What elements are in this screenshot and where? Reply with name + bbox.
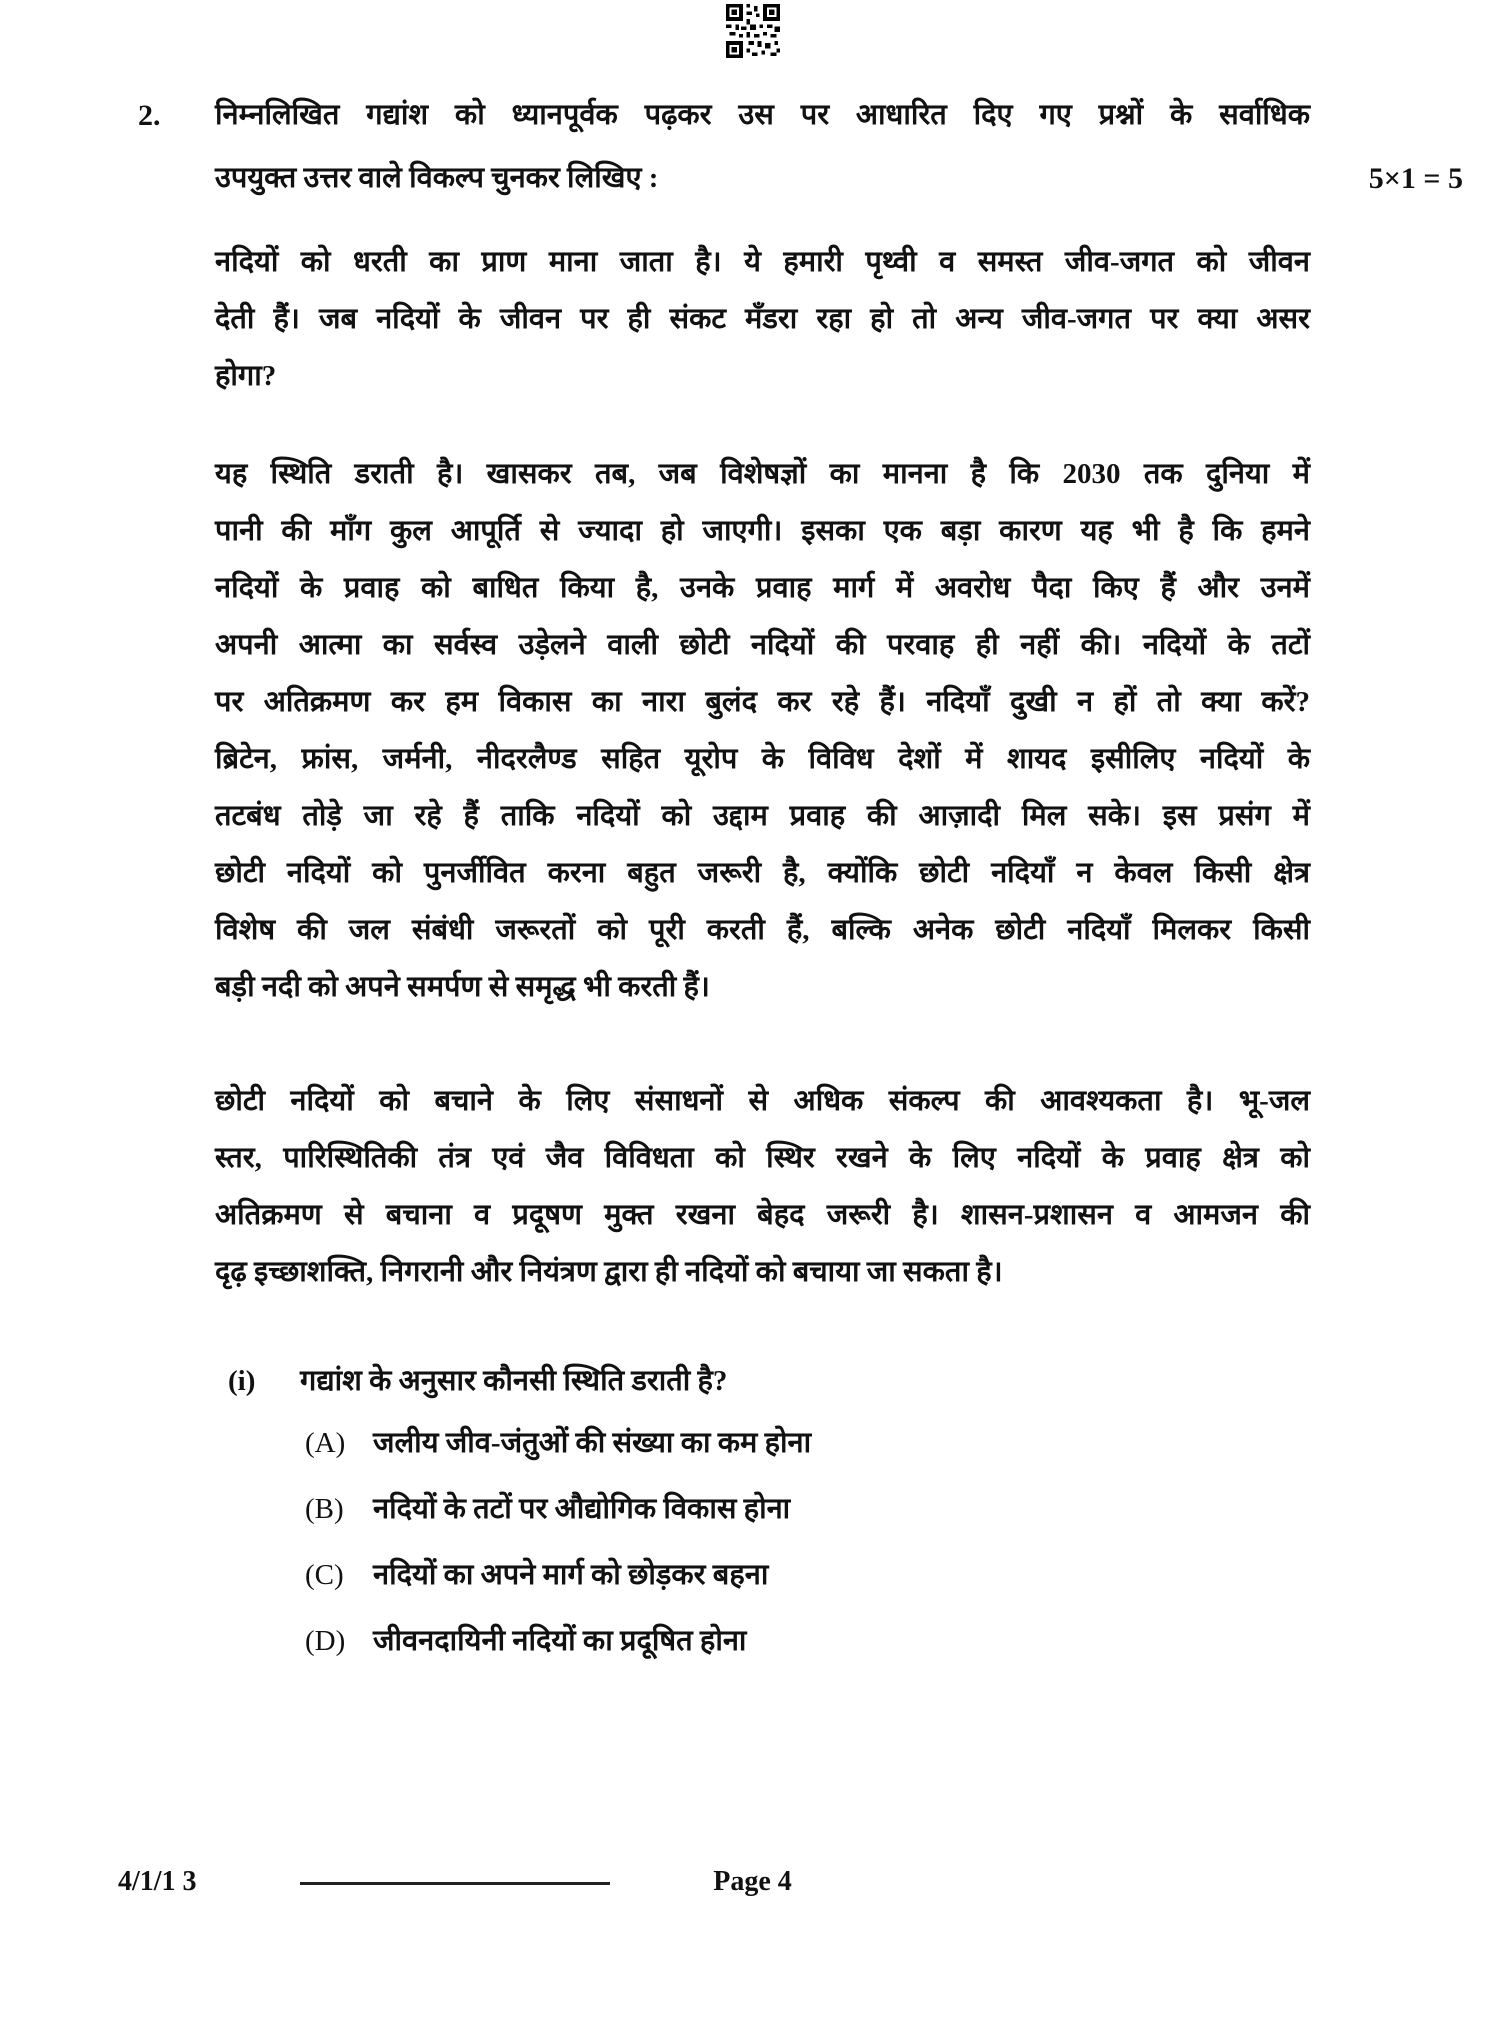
passage-line: होगा?	[215, 360, 277, 392]
passage-line: ब्रिटेन, फ्रांस, जर्मनी, नीदरलैण्ड सहित यूरोप के विविध देशों में शायद इसीलिए नदियों के	[215, 743, 1310, 775]
qr-code-icon	[726, 4, 780, 58]
passage-line: विशेष की जल संबंधी जरूरतों को पूरी करती हैं, बल्कि अनेक छोटी नदियाँ मिलकर किसी	[215, 914, 1310, 946]
passage-line: छोटी नदियों को पुनर्जीवित करना बहुत जरूरी है, क्योंकि छोटी नदियाँ न केवल किसी क्षेत्र	[215, 857, 1310, 889]
passage-line: अपनी आत्मा का सर्वस्व उड़ेलने वाली छोटी नदियों की परवाह ही नहीं की। नदियों के तटों	[215, 629, 1310, 661]
passage-line: पर अतिक्रमण कर हम विकास का नारा बुलंद कर रहे हैं। नदियाँ दुखी न हों तो क्या करें?	[215, 686, 1310, 718]
passage-paragraph-2	[215, 446, 1310, 1016]
option-c-text: नदियों का अपने मार्ग को छोड़कर बहना	[373, 1559, 769, 1591]
passage-line: स्तर, पारिस्थितिकी तंत्र एवं जैव विविधता को स्थिर रखने के लिए नदियों के प्रवाह क्षेत्र को	[215, 1142, 1310, 1174]
passage-paragraph-1	[215, 234, 1310, 405]
passage-line: तटबंध तोड़े जा रहे हैं ताकि नदियों को उद्दाम प्रवाह की आज़ादी मिल सके। इस प्रसंग में	[215, 800, 1310, 832]
question-intro-line-1: निम्नलिखित गद्यांश को ध्यानपूर्वक पढ़कर उस पर आधारित दिए गए प्रश्नों के सर्वाधिक	[215, 99, 1310, 131]
option-a-text: जलीय जीव-जंतुओं की संख्या का कम होना	[373, 1427, 812, 1459]
option-c-label: (C)	[305, 1559, 344, 1591]
question-intro-line-2: उपयुक्त उत्तर वाले विकल्प चुनकर लिखिए :	[215, 162, 659, 194]
paper-code: 4/1/1 3	[118, 1866, 197, 1897]
option-b	[215, 1481, 1310, 1538]
option-d-text: जीवनदायिनी नदियों का प्रदूषित होना	[373, 1625, 747, 1657]
marks-label: 5×1 = 5	[1368, 162, 1463, 195]
passage-line: छोटी नदियों को बचाने के लिए संसाधनों से अधिक संकल्प की आवश्यकता है। भू-जल	[215, 1085, 1310, 1117]
passage-line: नदियों के प्रवाह को बाधित किया है, उनके प्रवाह मार्ग में अवरोध पैदा किए हैं और उनमें	[215, 572, 1310, 604]
passage-line: बड़ी नदी को अपने समर्पण से समृद्ध भी करती हैं।	[215, 971, 710, 1003]
passage-line: पानी की माँग कुल आपूर्ति से ज्यादा हो जाएगी। इसका एक बड़ा कारण यह भी है कि हमने	[215, 515, 1310, 547]
passage-line: नदियों को धरती का प्राण माना जाता है। ये हमारी पृथ्वी व समस्त जीव-जगत को जीवन	[215, 246, 1310, 278]
page-number: Page 4	[713, 1866, 792, 1897]
question-2-block	[0, 84, 1505, 1670]
option-a	[215, 1415, 1310, 1472]
option-d-label: (D)	[305, 1625, 346, 1657]
sub-question-label: (i)	[228, 1365, 256, 1397]
sub-question-text: गद्यांश के अनुसार कौनसी स्थिति डराती है?	[300, 1365, 728, 1397]
passage-line: दृढ़ इच्छाशक्ति, निगरानी और नियंत्रण द्वारा ही नदियों को बचाया जा सकता है।	[215, 1256, 1003, 1288]
option-c	[215, 1547, 1310, 1604]
page-footer	[0, 1862, 1505, 1906]
option-d	[215, 1613, 1310, 1670]
passage-line: अतिक्रमण से बचाना व प्रदूषण मुक्त रखना बेहद जरूरी है। शासन-प्रशासन व आमजन की	[215, 1199, 1310, 1231]
question-number: 2.	[138, 99, 161, 132]
question-body	[215, 84, 1310, 1670]
option-b-label: (B)	[305, 1493, 344, 1525]
option-a-label: (A)	[305, 1427, 346, 1459]
option-b-text: नदियों के तटों पर औद्योगिक विकास होना	[373, 1493, 791, 1525]
passage-line: देती हैं। जब नदियों के जीवन पर ही संकट मँडरा रहा हो तो अन्य जीव-जगत पर क्या असर	[215, 303, 1310, 335]
passage-line: यह स्थिति डराती है। खासकर तब, जब विशेषज्ञों का मानना है कि 2030 तक दुनिया में	[215, 458, 1310, 490]
sub-question-i	[215, 1353, 1310, 1410]
passage-paragraph-3	[215, 1073, 1310, 1301]
